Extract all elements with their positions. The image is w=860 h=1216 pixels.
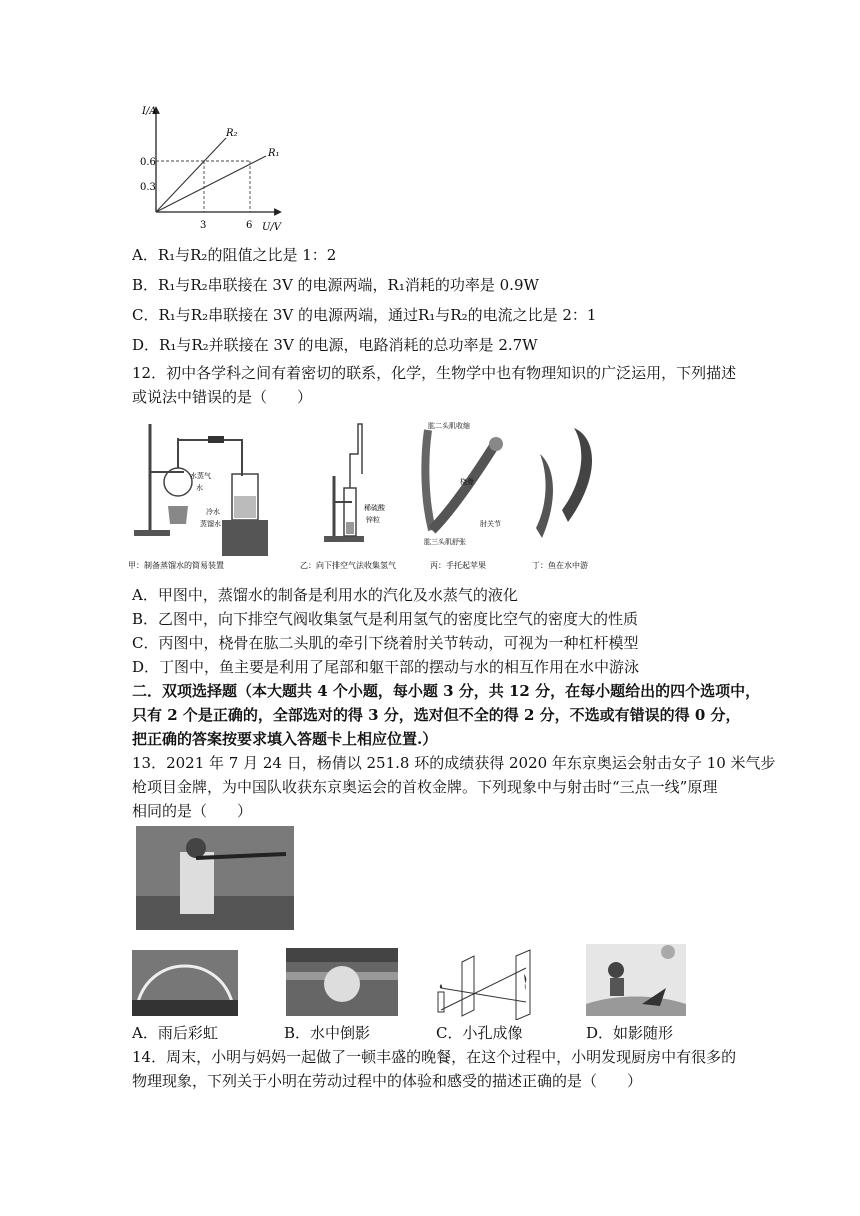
- jia-caption: 甲：制备蒸馏水的简易装置: [128, 561, 224, 570]
- q11-option-b: B．R₁与R₂串联接在 3V 的电源两端，R₁消耗的功率是 0.9W: [132, 276, 539, 294]
- x-tick-6: 6: [246, 220, 253, 231]
- q11-option-d: D．R₁与R₂并联接在 3V 的电源，电路消耗的总功率是 2.7W: [132, 336, 538, 354]
- section2-heading-line2: 只有 2 个是正确的，全部选对的得 3 分，选对但不全的得 2 分，不选或有错误的得 0 分，: [132, 706, 741, 724]
- r2-label: R₂: [226, 128, 238, 139]
- q11-option-a: A．R₁与R₂的阻值之比是 1：2: [132, 246, 337, 264]
- q12-option-c: C．丙图中，桡骨在肱二头肌的牵引下绕着肘关节转动，可视为一种杠杆模型: [132, 634, 639, 652]
- q13-option-b: B．水中倒影: [284, 1024, 371, 1042]
- q13-option-c: C．小孔成像: [436, 1024, 523, 1042]
- y-axis-label: I/A: [142, 106, 157, 117]
- q12-stem-line1: 12．初中各学科之间有着密切的联系，化学，生物学中也有物理知识的广泛运用，下列描述: [132, 364, 737, 382]
- figure-jia-distillation: [128, 416, 296, 578]
- q13-option-d: D．如影随形: [586, 1024, 674, 1042]
- jia-label-cold-water: 冷水: [206, 508, 220, 516]
- x-axis-label: U/V: [262, 222, 282, 233]
- bing-label-biceps: 肱二头肌收缩: [428, 422, 470, 430]
- jia-label-distilled: 蒸馏水: [200, 520, 221, 528]
- q13-stem-line3: 相同的是（ ）: [132, 802, 253, 820]
- yi-label-zinc: 锌粒: [366, 516, 380, 524]
- bing-label-triceps: 肱三头肌舒张: [424, 538, 466, 546]
- bridge-reflection-picture: [286, 948, 398, 1016]
- q13-stem-line1: 13．2021 年 7 月 24 日，杨倩以 251.8 环的成绩获得 2020 年东京奥运会射击女子 10 米气步: [132, 754, 776, 772]
- q14-stem-line1: 14．周末，小明与妈妈一起做了一顿丰盛的晚餐，在这个过程中，小明发现厨房中有很多的: [132, 1048, 737, 1066]
- shooter-photo: [136, 826, 294, 930]
- q12-stem-line2: 或说法中错误的是（ ）: [132, 388, 313, 406]
- bing-label-radius: 桡骨: [460, 478, 474, 486]
- q12-option-d: D．丁图中，鱼主要是利用了尾部和躯干部的摆动与水的相互作用在水中游泳: [132, 658, 640, 676]
- bing-caption: 丙：手托起苹果: [430, 561, 486, 570]
- jia-label-vapor: 水蒸气: [190, 472, 211, 480]
- figure-yi-hydrogen: [300, 418, 414, 578]
- section2-heading-line1: 二．双项选择题（本大题共 4 个小题，每小题 3 分，共 12 分，在每小题给出的四个选项中，: [132, 682, 761, 700]
- jia-label-water: 水: [196, 484, 203, 492]
- bing-label-elbow: 肘关节: [480, 520, 501, 528]
- r2-line: [156, 138, 226, 212]
- ding-caption: 丁：鱼在水中游: [532, 561, 588, 570]
- rainbow-picture: [132, 950, 238, 1016]
- figure-bing-arm: [414, 418, 524, 578]
- yi-caption: 乙：向下排空气法收集氢气: [300, 561, 396, 570]
- shadow-play-picture: [586, 944, 686, 1016]
- y-tick-0.6: 0.6: [140, 157, 156, 168]
- r1-label: R₁: [268, 148, 280, 159]
- section2-heading-line3: 把正确的答案按要求填入答题卡上相应位置.）: [132, 730, 438, 748]
- yi-label-acid: 稀硫酸: [364, 504, 385, 512]
- pinhole-camera-diagram: [430, 948, 552, 1020]
- figure-ding-fish: [528, 418, 618, 578]
- q12-option-a: A．甲图中，蒸馏水的制备是利用水的汽化及水蒸气的液化: [132, 586, 518, 604]
- x-tick-3: 3: [200, 220, 207, 231]
- q13-stem-line2: 枪项目金牌，为中国队收获东京奥运会的首枚金牌。下列现象中与射击时“三点一线”原理: [132, 778, 718, 796]
- q14-stem-line2: 物理现象，下列关于小明在劳动过程中的体验和感受的描述正确的是（ ）: [132, 1072, 643, 1090]
- q12-option-b: B．乙图中，向下排空气阀收集氢气是利用氢气的密度比空气的密度大的性质: [132, 610, 639, 628]
- iu-graph: [138, 104, 288, 234]
- q13-option-a: A．雨后彩虹: [132, 1024, 218, 1042]
- y-tick-0.3: 0.3: [140, 182, 156, 193]
- r1-line: [156, 156, 266, 212]
- q11-option-c: C．R₁与R₂串联接在 3V 的电源两端，通过R₁与R₂的电流之比是 2：1: [132, 306, 597, 324]
